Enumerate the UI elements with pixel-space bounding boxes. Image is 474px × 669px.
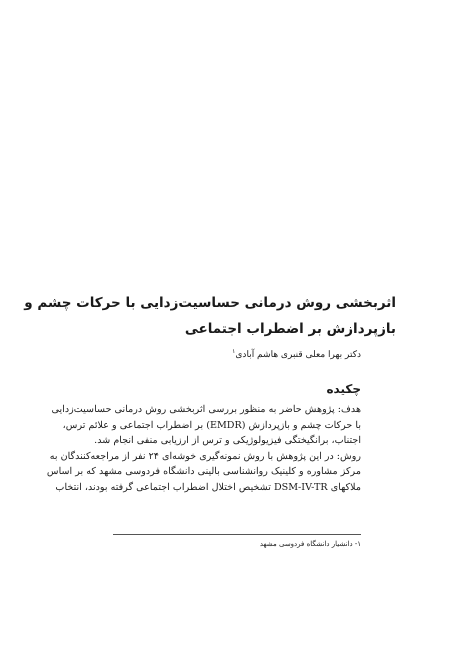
author-footnote-marker: ۱ — [232, 348, 236, 355]
abstract-line: با حرکات چشم و بازپردازش (EMDR) بر اضطراب اجتماعی و علائم ترس، — [62, 419, 361, 431]
author-name: دکتر بهرا معلی قنبری هاشم آبادی — [235, 350, 361, 360]
footnote: ۱- دانشیار دانشگاه فردوسی مشهد — [259, 540, 361, 548]
abstract-line: مرکز مشاوره و کلینیک روانشناسی بالینی دانشگاه فردوسی مشهد که بر اساس — [46, 466, 361, 477]
abstract-body — [46, 402, 361, 495]
paper-title — [24, 290, 396, 342]
abstract-heading: چکیده — [326, 382, 361, 396]
abstract-line: ملاکهای DSM-IV-TR تشخیص اختلال اضطراب اجتماعی گرفته بودند، انتخاب — [55, 481, 361, 493]
paper-title-line-1: اثربخشی روش درمانی حساسیت‌زدایی با حرکات چشم و — [24, 295, 396, 311]
author-line — [232, 348, 361, 360]
abstract-line: روش: در این پژوهش با روش نمونه‌گیری خوشه‌ای ۲۴ نفر از مراجعه‌کنندگان به — [49, 450, 361, 462]
abstract-line: اجتناب، برانگیختگی فیزیولوژیکی و ترس از ارزیابی منفی انجام شد. — [94, 435, 361, 446]
abstract-line: هدف: پژوهش حاضر به منظور بررسی اثربخشی روش درمانی حساسیت‌زدایی — [51, 404, 361, 415]
footnote-divider — [113, 534, 361, 535]
paper-title-line-2: بازپردازش بر اضطراب اجتماعی — [184, 321, 396, 337]
